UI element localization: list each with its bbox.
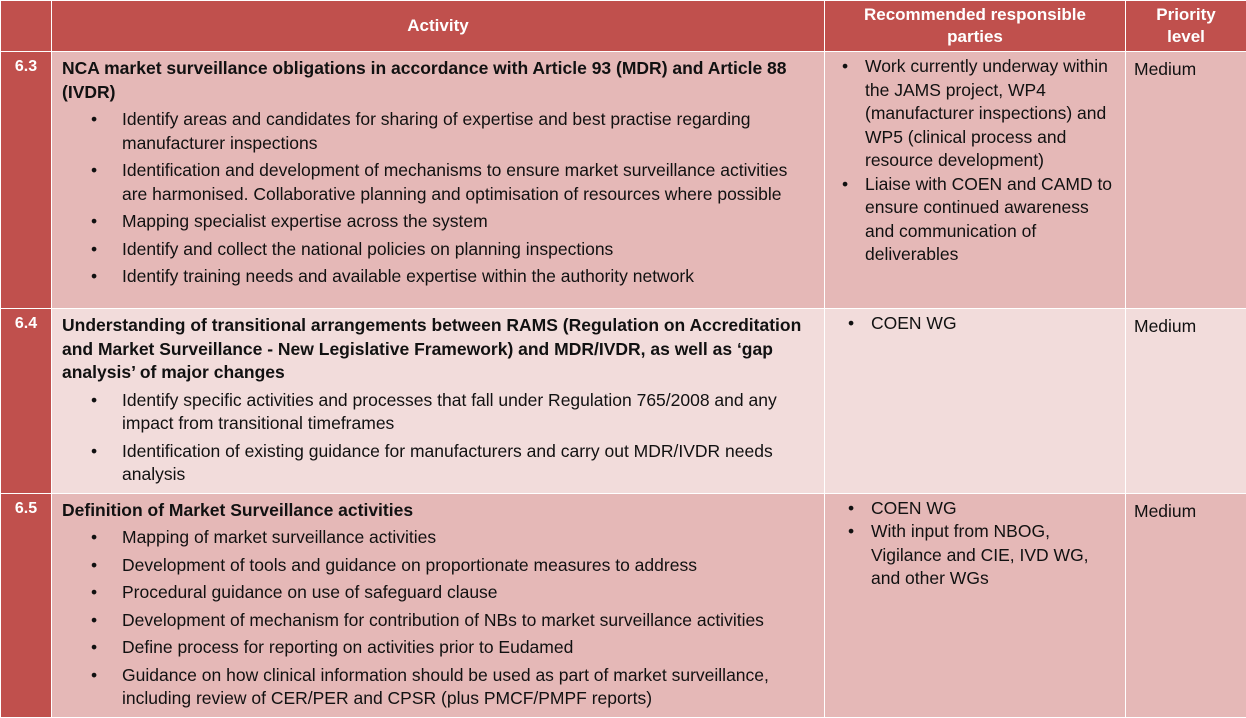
header-parties: Recommended responsible parties [825,1,1126,52]
list-item: • Define process for reporting on activities prior to Eudamed [62,636,816,660]
list-item: • COEN WG [839,497,1119,521]
list-item: • Mapping specialist expertise across the system [62,210,816,234]
activity-bullets [62,526,816,711]
priority-value: Medium [1134,500,1238,522]
parties-bullets [839,312,1119,336]
priority-cell [1126,52,1246,309]
activity-title: Definition of Market Surveillance activities [62,499,816,523]
table-row [1,309,1246,494]
table-row [1,52,1246,309]
list-item: • Identification of existing guidance for manufacturers and carry out MDR/IVDR needs analysis [62,440,816,487]
priority-value: Medium [1134,58,1238,80]
list-item: • Identify areas and candidates for sharing of expertise and best practise regarding manufacturer inspections [62,108,816,155]
row-number: 6.5 [1,493,52,717]
list-item: • Work currently underway within the JAMS project, WP4 (manufacturer inspections) and WP5 (clinical process and resource development) [833,55,1119,173]
activity-cell [52,52,825,309]
list-item: • Procedural guidance on use of safeguard clause [62,581,816,605]
activity-title: Understanding of transitional arrangements between RAMS (Regulation on Accreditation and Market Surveillance - New Legislative Framework) and MDR/IVDR, as well as ‘gap analysis’ of major changes [62,314,816,385]
parties-cell [825,309,1126,494]
list-item: • Development of mechanism for contribution of NBs to market surveillance activities [62,609,816,633]
list-item: • Identify training needs and available expertise within the authority network [62,265,816,289]
activity-cell [52,493,825,717]
table-row [1,493,1246,717]
list-item: • Liaise with COEN and CAMD to ensure continued awareness and communication of deliverables [833,173,1119,267]
parties-cell [825,52,1126,309]
priority-cell [1126,493,1246,717]
parties-cell [825,493,1126,717]
header-row [1,1,1246,52]
priority-value: Medium [1134,315,1238,337]
list-item: • COEN WG [839,312,1119,336]
activity-cell [52,309,825,494]
row-number: 6.3 [1,52,52,309]
header-activity: Activity [52,1,825,52]
activity-bullets [62,389,816,487]
activity-title: NCA market surveillance obligations in accordance with Article 93 (MDR) and Article 88 (IVDR) [62,57,816,104]
parties-bullets [839,497,1119,591]
header-priority: Priority level [1126,1,1246,52]
list-item: • With input from NBOG, Vigilance and CIE, IVD WG, and other WGs [839,520,1119,591]
list-item: • Identify and collect the national policies on planning inspections [62,238,816,262]
row-number: 6.4 [1,309,52,494]
parties-bullets [833,55,1119,267]
header-num [1,1,52,52]
list-item: • Mapping of market surveillance activities [62,526,816,550]
list-item: • Development of tools and guidance on proportionate measures to address [62,554,816,578]
list-item: • Identification and development of mechanisms to ensure market surveillance activities are harmonised. Collaborative planning and optimisation of resources where possible [62,159,816,206]
list-item: • Identify specific activities and processes that fall under Regulation 765/2008 and any impact from transitional timeframes [62,389,816,436]
activity-bullets [62,108,816,289]
priority-cell [1126,309,1246,494]
list-item: • Guidance on how clinical information should be used as part of market surveillance, including review of CER/PER and CPSR (plus PMCF/PMPF reports) [62,664,816,711]
